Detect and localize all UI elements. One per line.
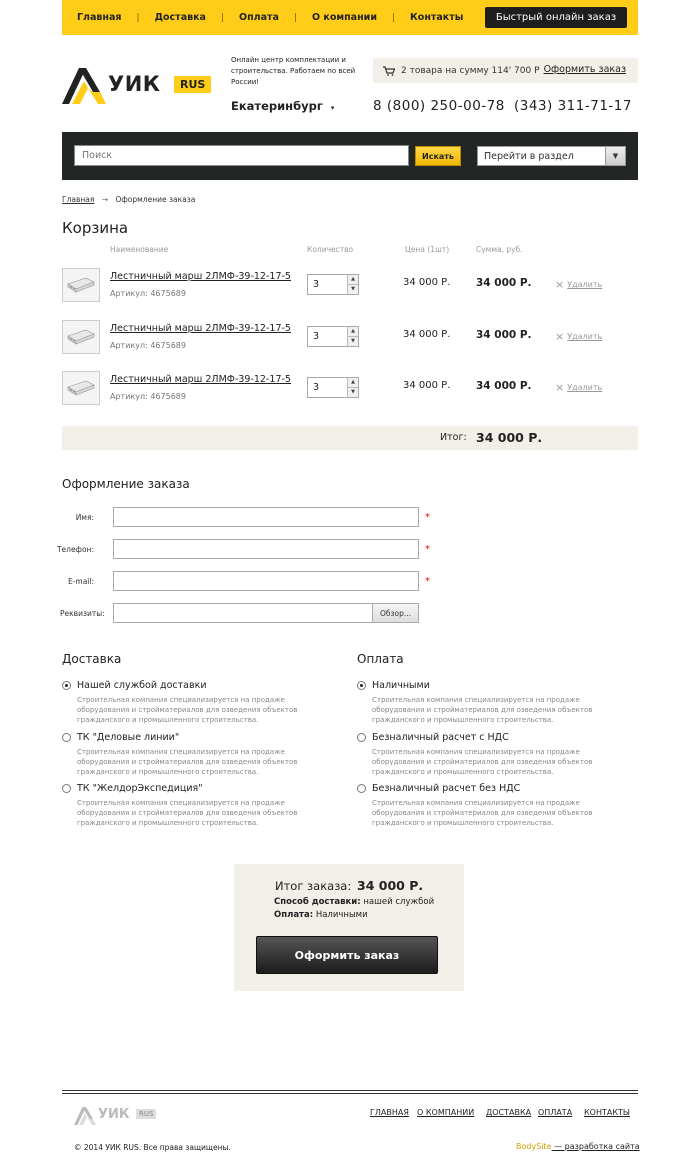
close-icon: ×	[555, 381, 565, 394]
arrow-right-icon: →	[101, 195, 109, 204]
payment-option-desc: Строительная компания специализируется на продаже оборудования и стройматериалов для озведения объектов гражданского и промышленного строительства.	[372, 696, 593, 724]
search-input[interactable]	[74, 145, 409, 166]
radio-icon[interactable]	[357, 733, 366, 742]
summary-delivery-label: Способ доставки:	[274, 897, 361, 907]
product-name[interactable]: Лестничный марш 2ЛМФ-39-12-17-5	[110, 323, 291, 334]
quantity-value: 3	[313, 382, 320, 393]
summary-total-label: Итог заказа:	[275, 879, 352, 893]
delivery-option-desc: Строительная компания специализируется на продаже оборудования и стройматериалов для озведения объектов гражданского и промышленного строительства.	[77, 799, 298, 827]
name-input[interactable]	[113, 507, 419, 527]
product-sku: Артикул: 4675689	[110, 289, 186, 298]
logo-text: УИК	[108, 72, 161, 96]
chevron-down-icon: ▼	[605, 147, 625, 165]
summary-delivery	[274, 897, 434, 907]
payment-option-label: Наличными	[372, 680, 430, 691]
search-bar	[62, 132, 638, 180]
row-sum: 34 000 Р.	[476, 380, 532, 392]
radio-icon[interactable]	[62, 733, 71, 742]
delivery-option-desc: Строительная компания специализируется на продаже оборудования и стройматериалов для озведения объектов гражданского и промышленного строительства.	[77, 748, 298, 776]
product-thumb-icon[interactable]	[62, 371, 100, 405]
cart-title: Корзина	[62, 219, 129, 237]
radio-icon[interactable]	[357, 784, 366, 793]
cart-total-value: 34 000 Р.	[476, 430, 543, 445]
order-summary	[234, 864, 464, 991]
details-file-field[interactable]	[113, 603, 419, 623]
nav-about[interactable]: О компании	[312, 12, 377, 23]
cart-icon	[383, 66, 395, 76]
delete-item-button[interactable]	[555, 381, 602, 394]
top-navigation	[62, 0, 638, 35]
delivery-option-desc: Строительная компания специализируется на продаже оборудования и стройматериалов для озведения объектов гражданского и промышленного строительства.	[77, 696, 298, 724]
close-icon: ×	[555, 278, 565, 291]
product-thumb-icon[interactable]	[62, 268, 100, 302]
checkout-link[interactable]: Оформить заказ	[543, 64, 626, 75]
logo-badge: RUS	[174, 76, 211, 93]
row-sum: 34 000 Р.	[476, 329, 532, 341]
footer-divider	[62, 1093, 638, 1094]
column-sum: Сумма, руб.	[476, 245, 523, 254]
table-row	[62, 371, 638, 411]
section-select-label: Перейти в раздел	[484, 151, 574, 162]
quantity-stepper[interactable]	[307, 377, 359, 398]
close-icon: ×	[555, 330, 565, 343]
quantity-stepper[interactable]	[307, 274, 359, 295]
footer-nav-about[interactable]: О КОМПАНИИ	[417, 1108, 475, 1117]
browse-button[interactable]: Обзор...	[372, 603, 419, 623]
payment-title: Оплата	[357, 652, 404, 666]
nav-home[interactable]: Главная	[77, 12, 122, 23]
nav-separator: |	[136, 12, 140, 23]
quick-order-button[interactable]: Быстрый онлайн заказ	[485, 7, 627, 28]
product-sku: Артикул: 4675689	[110, 392, 186, 401]
delivery-option-label: ТК "Деловые линии"	[77, 732, 180, 743]
nav-separator: |	[293, 12, 297, 23]
delivery-option-label: ТК "ЖелдорЭкспедиция"	[77, 783, 203, 794]
radio-icon[interactable]	[62, 784, 71, 793]
delete-label: Удалить	[567, 383, 603, 392]
footer-nav-payment[interactable]: ОПЛАТА	[538, 1108, 573, 1117]
quantity-spinner[interactable]	[347, 275, 358, 294]
email-label: E-mail:	[67, 577, 94, 586]
chevron-up-icon[interactable]: ▲	[348, 327, 358, 337]
breadcrumb-home[interactable]: Главная	[62, 195, 95, 204]
logo-mark-icon	[74, 1105, 96, 1126]
delivery-title: Доставка	[62, 652, 122, 666]
logo-mark-icon	[62, 64, 106, 106]
radio-icon[interactable]	[62, 681, 71, 690]
column-price: Цена (1шт)	[405, 245, 450, 254]
city-name: Екатеринбург	[231, 99, 323, 113]
delete-label: Удалить	[567, 332, 603, 341]
form-title: Оформление заказа	[62, 477, 190, 491]
footer-nav-delivery[interactable]: ДОСТАВКА	[486, 1108, 532, 1117]
phone-federal: 8 (800) 250-00-78	[373, 98, 505, 114]
mini-cart	[373, 58, 638, 83]
cart-total-label: Итог:	[440, 432, 467, 443]
copyright: © 2014 УИК RUS. Все права защищены.	[74, 1143, 231, 1152]
footer-logo-text: УИК	[98, 1107, 130, 1122]
phone-input[interactable]	[113, 539, 419, 559]
summary-payment-label: Оплата:	[274, 910, 314, 920]
cart-total-bar	[62, 426, 638, 450]
developer-credit[interactable]	[516, 1142, 640, 1151]
phone-local: (343) 311-71-17	[514, 98, 632, 114]
name-label: Имя:	[75, 513, 94, 522]
section-select[interactable]	[477, 146, 626, 166]
summary-payment	[274, 910, 368, 920]
summary-delivery-value: нашей службой	[363, 897, 435, 907]
summary-payment-value: Наличными	[315, 910, 368, 920]
required-mark: *	[425, 512, 430, 523]
nav-payment[interactable]: Оплата	[239, 12, 279, 23]
payment-option-label: Безналичный расчет без НДС	[372, 783, 521, 794]
footer-logo-badge: RUS	[136, 1109, 156, 1119]
quantity-spinner[interactable]	[347, 327, 358, 346]
quantity-spinner[interactable]	[347, 378, 358, 397]
cart-summary: 2 товара на сумму 114' 700 Р	[401, 65, 540, 76]
chevron-down-icon: ▾	[330, 104, 335, 112]
breadcrumb-current: Оформление заказа	[115, 195, 196, 204]
quantity-value: 3	[313, 279, 320, 290]
product-name[interactable]: Лестничный марш 2ЛМФ-39-12-17-5	[110, 271, 291, 282]
chevron-up-icon[interactable]: ▲	[348, 275, 358, 285]
submit-order-button[interactable]: Оформить заказ	[256, 936, 438, 974]
unit-price: 34 000 Р.	[403, 380, 451, 391]
required-mark: *	[425, 544, 430, 555]
chevron-down-icon[interactable]: ▼	[351, 388, 355, 395]
footer-divider	[62, 1090, 638, 1091]
table-row	[62, 320, 638, 360]
delete-item-button[interactable]	[555, 278, 602, 291]
column-name: Наименование	[110, 245, 169, 254]
footer-nav-contacts[interactable]: КОНТАКТЫ	[584, 1108, 630, 1117]
delete-item-button[interactable]	[555, 330, 602, 343]
product-thumb-icon[interactable]	[62, 320, 100, 354]
unit-price: 34 000 Р.	[403, 329, 451, 340]
nav-separator: |	[220, 12, 225, 23]
nav-separator: |	[391, 12, 396, 23]
footer-nav-home[interactable]: ГЛАВНАЯ	[370, 1108, 409, 1117]
developer-text: — разработка сайта	[551, 1142, 640, 1151]
tagline: Онлайн центр комплектации и строительства. Работаем по всей России!	[231, 56, 356, 86]
chevron-down-icon[interactable]: ▼	[351, 285, 355, 292]
radio-icon[interactable]	[357, 681, 366, 690]
summary-total-value: 34 000 Р.	[357, 878, 424, 893]
search-button[interactable]: Искать	[415, 146, 461, 166]
payment-option-desc: Строительная компания специализируется на продаже оборудования и стройматериалов для озведения объектов гражданского и промышленного строительства.	[372, 799, 593, 827]
chevron-down-icon[interactable]: ▼	[351, 337, 355, 344]
breadcrumb	[62, 195, 195, 204]
quantity-value: 3	[313, 331, 320, 342]
nav-contacts[interactable]: Контакты	[410, 12, 464, 23]
column-qty: Количество	[307, 245, 354, 254]
city-selector[interactable]	[231, 99, 334, 113]
footer-logo[interactable]	[74, 1105, 164, 1127]
unit-price: 34 000 Р.	[403, 277, 451, 288]
row-sum: 34 000 Р.	[476, 277, 532, 289]
payment-option-desc: Строительная компания специализируется на продаже оборудования и стройматериалов для озведения объектов гражданского и промышленного строительства.	[372, 748, 593, 776]
quantity-stepper[interactable]	[307, 326, 359, 347]
table-row	[62, 268, 638, 308]
payment-option-label: Безналичный расчет с НДС	[372, 732, 509, 743]
delivery-option-label: Нашей службой доставки	[77, 680, 207, 691]
chevron-up-icon[interactable]: ▲	[348, 378, 358, 388]
developer-brand: BodySite	[516, 1142, 552, 1151]
delete-label: Удалить	[567, 280, 603, 289]
site-logo[interactable]	[62, 64, 212, 106]
required-mark: *	[425, 576, 430, 587]
email-input[interactable]	[113, 571, 419, 591]
product-sku: Артикул: 4675689	[110, 341, 186, 350]
details-label: Реквизиты:	[60, 609, 105, 618]
phone-label: Телефон:	[56, 545, 94, 554]
nav-delivery[interactable]: Доставка	[154, 12, 206, 23]
product-name[interactable]: Лестничный марш 2ЛМФ-39-12-17-5	[110, 374, 291, 385]
